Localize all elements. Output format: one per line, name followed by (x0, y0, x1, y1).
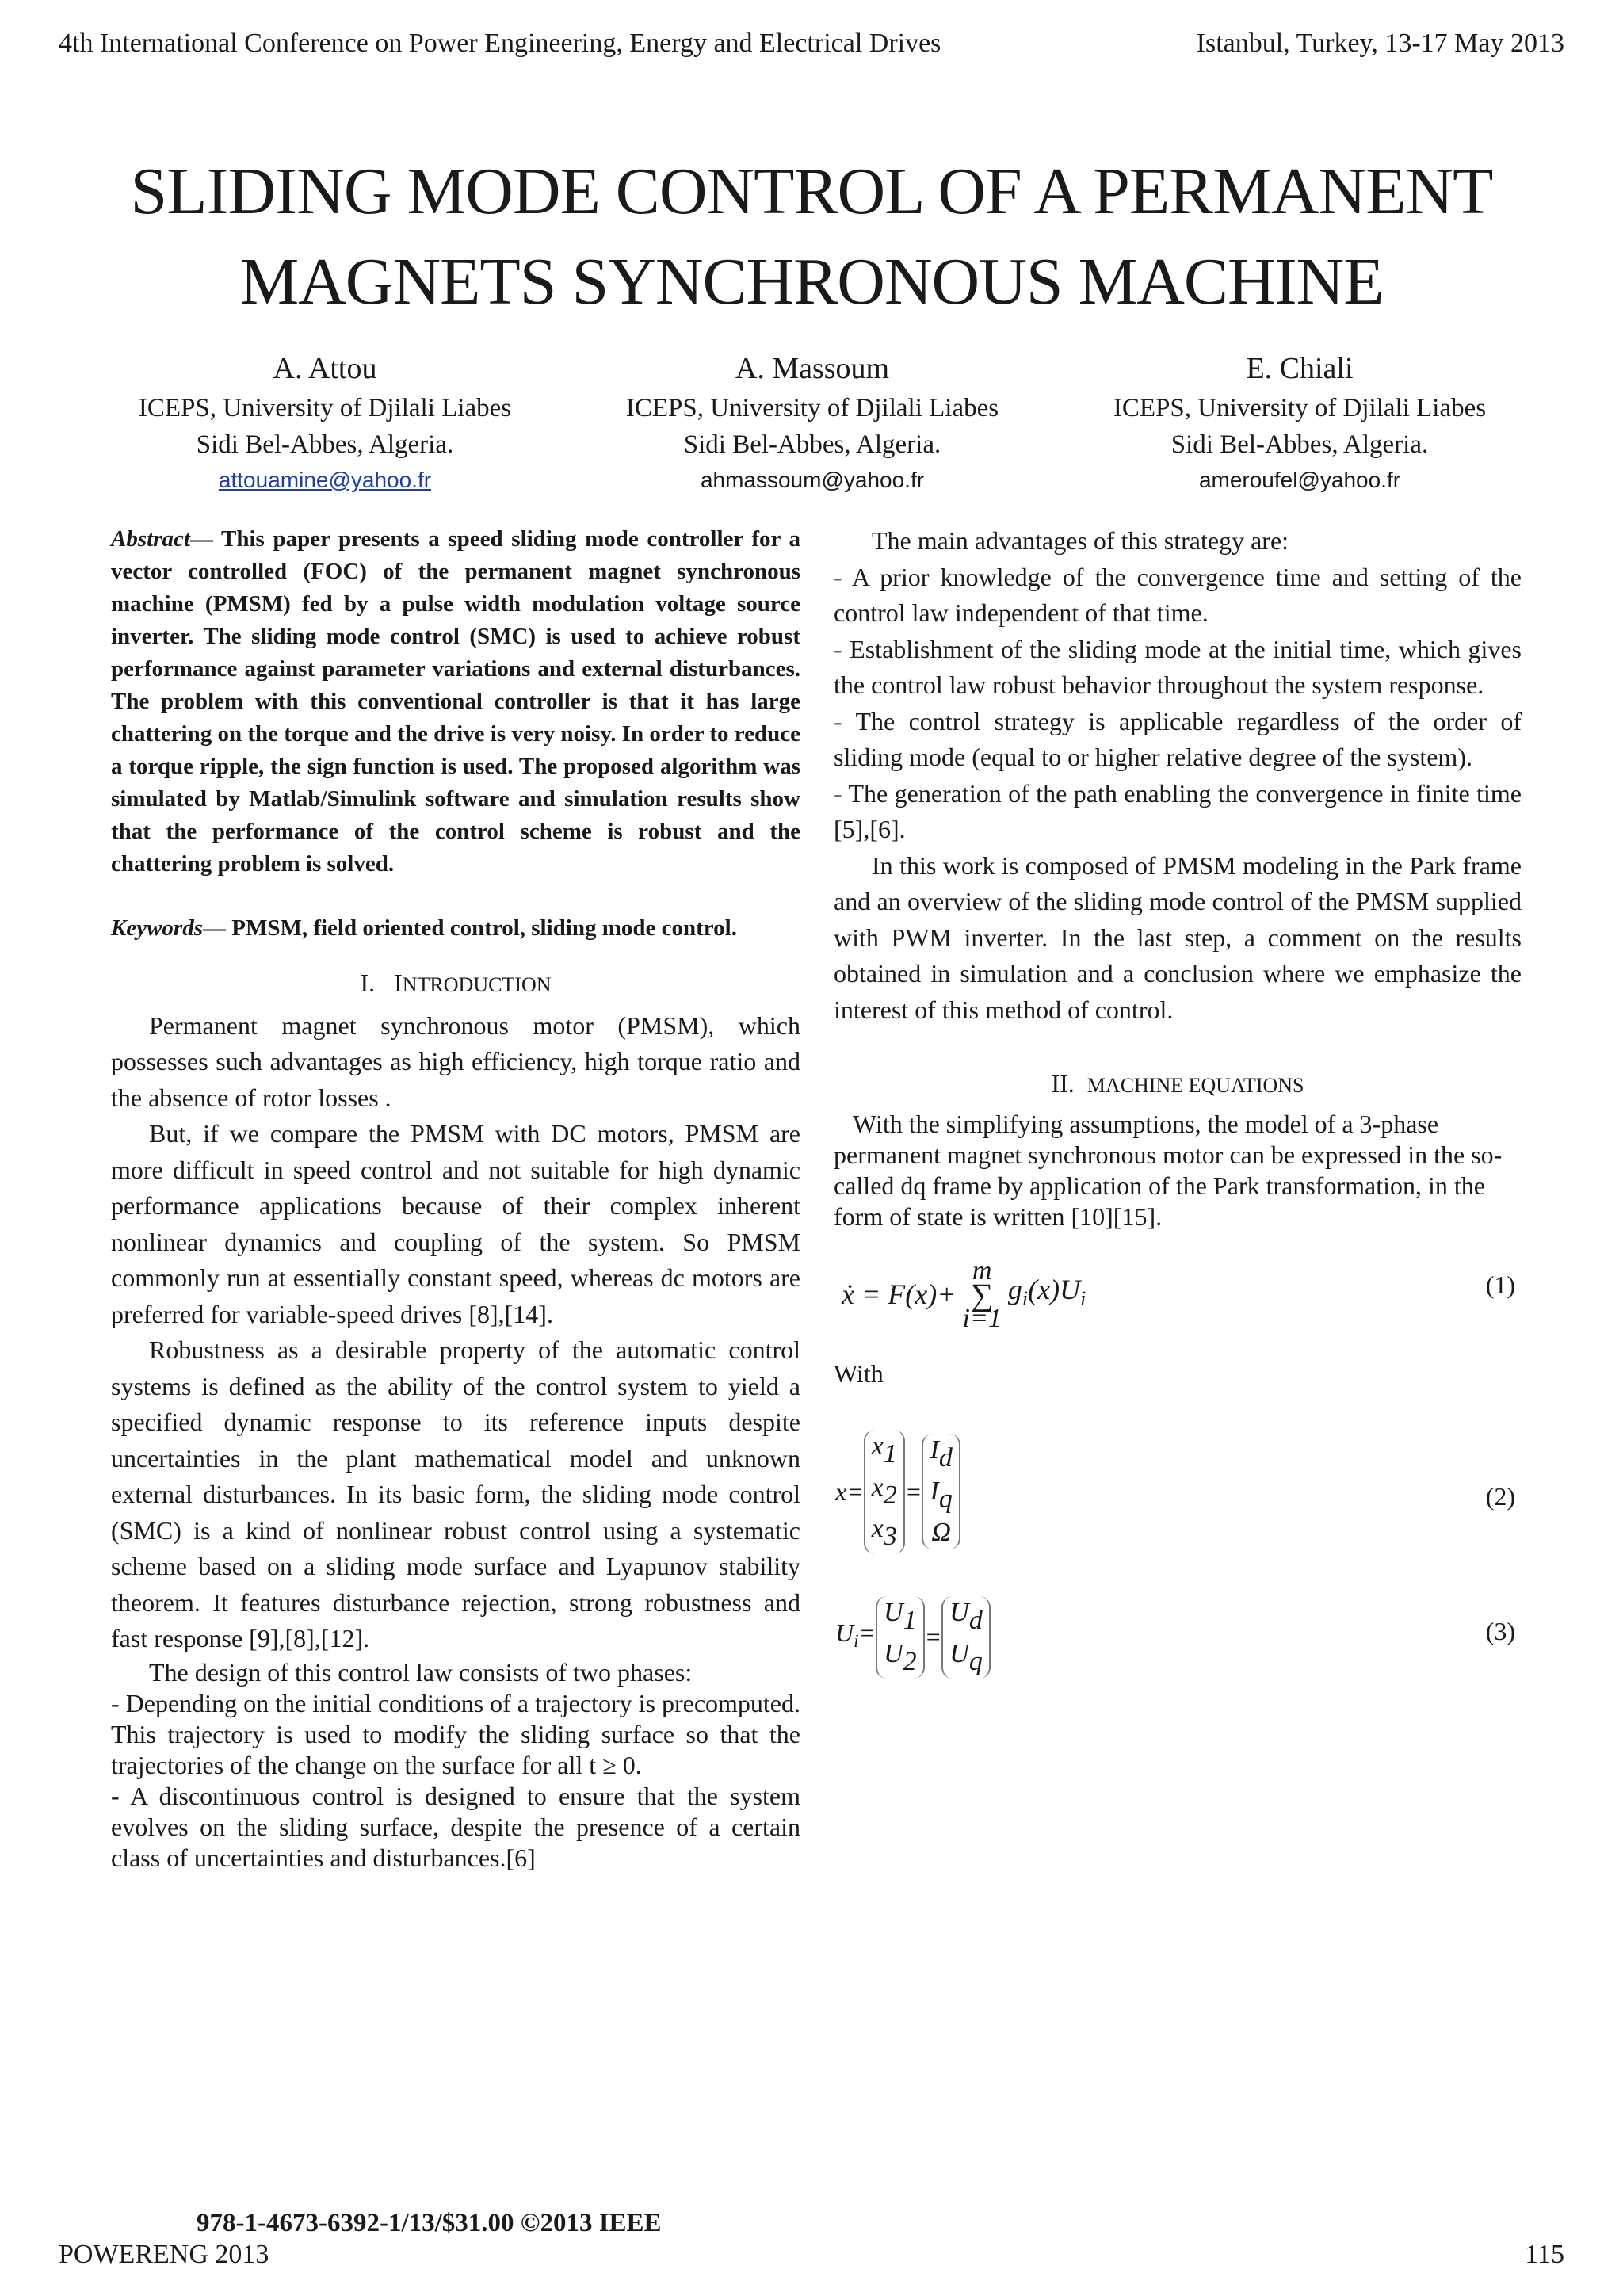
author-3 (1078, 347, 1522, 498)
abstract (111, 523, 800, 881)
running-header-location: Istanbul, Turkey, 13-17 May 2013 (1196, 29, 1564, 58)
machine-equations-paragraph: With the simplifying assumptions, the model of a 3-phase permanent magnet synchronous motor can be expressed in the so-called dq frame by application of the Park transformation, in the form of state is written [10][15]. (834, 1109, 1503, 1231)
equation-3: $U_i=$ U1 U2 = Ud Uq (3) (834, 1596, 1522, 1683)
keywords-label: Keywords (111, 915, 203, 941)
footer-conference: POWERENG 2013 (59, 2240, 269, 2269)
keywords (111, 912, 800, 945)
equation-2-number: (2) (1485, 1482, 1515, 1511)
with-label: With (834, 1358, 884, 1388)
author-2 (590, 347, 1034, 498)
author-location: Sidi Bel-Abbes, Algeria. (196, 430, 454, 459)
footer-isbn: 978-1-4673-6392-1/13/$31.00 ©2013 IEEE (197, 2209, 662, 2237)
author-affiliation: ICEPS, University of Djilali Liabes (1113, 394, 1487, 422)
running-header-conference: 4th International Conference on Power Engineering, Energy and Electrical Drives (59, 29, 941, 58)
author-name: E. Chiali (1246, 352, 1354, 385)
author-affiliation: ICEPS, University of Djilali Liabes (138, 394, 512, 422)
author-email-link[interactable]: attouamine@yahoo.fr (218, 468, 432, 492)
title-line-1: SLIDING MODE CONTROL OF A PERMANENT (130, 155, 1493, 228)
page-number: 115 (1525, 2240, 1564, 2269)
intro-paragraph-3: Robustness as a desirable property of the automatic control systems is defined as the ability of the control system to yield a specified dynamic response to its reference inputs despite uncertainties in the plant mathematical model and unknown external disturbances. In its basic form, the sliding mode control (SMC) is a kind of nonlinear robust control using a systematic scheme based on a sliding mode surface and Lyapunov stability theorem. It features disturbance rejection, strong robustness and fast response [9],[8],[12]. (111, 1335, 800, 1652)
intro-paragraph-4: The design of this control law consists of two phases: (149, 1657, 693, 1687)
advantages-intro: The main advantages of this strategy are: (872, 526, 1289, 555)
intro-paragraph-2: But, if we compare the PMSM with DC motors, PMSM are more difficult in speed control and not suitable for high dynamic performance applications because of their complex inherent nonlinear dynamics and coupling of the system. So PMSM commonly run at essentially constant speed, whereas dc motors are preferred for variable-speed drives [8],[14]. (111, 1119, 800, 1328)
author-name: A. Massoum (735, 352, 890, 385)
author-block (103, 347, 1522, 498)
advantage-item: - The control strategy is applicable regardless of the order of sliding mode (equal to or higher relative degree of the system). (834, 706, 1522, 771)
author-affiliation: ICEPS, University of Djilali Liabes (625, 394, 999, 422)
advantage-item: - A prior knowledge of the convergence time and setting of the control law independent of that time. (834, 562, 1522, 627)
right-column (834, 523, 1522, 1683)
advantage-item: - The generation of the path enabling the convergence in finite time [5],[6]. (834, 778, 1522, 843)
author-name: A. Attou (273, 352, 377, 385)
abstract-label: Abstract (111, 526, 190, 552)
intro-phase-2: - A discontinuous control is designed to ensure that the system evolves on the sliding surface, despite the presence of a certain class of uncertainties and disturbances.[6] (111, 1781, 800, 1872)
section-heading-introduction: I. INTRODUCTION (360, 968, 552, 997)
author-email: ahmassoum@yahoo.fr (700, 468, 925, 492)
section-heading-machine-equations: II. MACHINE EQUATIONS (1051, 1069, 1304, 1098)
equation-3-number: (3) (1485, 1617, 1515, 1645)
intro-paragraph-1: Permanent magnet synchronous motor (PMSM), which possesses such advantages as high efficiency, high torque ratio and the absence of rotor losses . (111, 1010, 800, 1112)
abstract-text: — This paper presents a speed sliding mode controller for a vector controlled (FOC) of the permanent magnet synchronous machine (PMSM) fed by a pulse width modulation voltage source inverter. The sliding mode control (SMC) is used to achieve robust performance against parameter variations and external disturbances. The problem with this conventional controller is that it has large chattering on the torque and the drive is very noisy. In order to reduce a torque ripple, the sign function is used. The proposed algorithm was simulated by Matlab/Simulink software and simulation results show that the performance of the control scheme is robust and the chattering problem is solved. (111, 526, 800, 877)
author-1 (103, 347, 547, 498)
author-location: Sidi Bel-Abbes, Algeria. (683, 430, 941, 459)
left-column (111, 523, 800, 1874)
author-email: ameroufel@yahoo.fr (1198, 468, 1401, 492)
intro-phase-1: - Depending on the initial conditions of a trajectory is precomputed. This trajectory is used to modify the sliding surface so that the trajectories of the change on the surface for all t ≥ 0. (111, 1688, 800, 1779)
paper-title (0, 147, 1623, 327)
keywords-text: — PMSM, field oriented control, sliding mode control. (203, 915, 737, 941)
work-overview-paragraph: In this work is composed of PMSM modeling in the Park frame and an overview of the sliding mode control of the PMSM supplied with PWM inverter. In the last step, a comment on the results obtained in simulation and a conclusion where we emphasize the interest of this method of control. (834, 850, 1522, 1024)
equation-1-number: (1) (1485, 1270, 1515, 1299)
title-line-2: MAGNETS SYNCHRONOUS MACHINE (239, 245, 1384, 319)
author-location: Sidi Bel-Abbes, Algeria. (1170, 430, 1429, 459)
equation-2: x= x1 x2 x3 = Id Iq Ω (2) (834, 1430, 1522, 1564)
advantage-item: - Establishment of the sliding mode at the initial time, which gives the control law robust behavior throughout the system response. (834, 634, 1522, 699)
equation-1: ẋ = F(x)+ m ∑ i=1 $g_i(x)U_i$ (1) (842, 1255, 1515, 1333)
